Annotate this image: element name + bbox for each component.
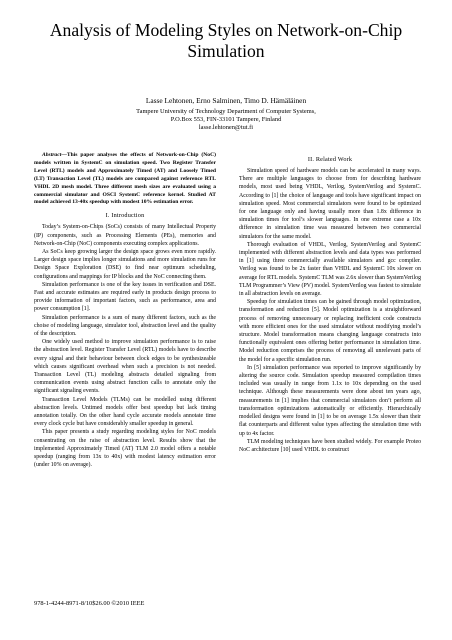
- left-column: [34, 152, 216, 469]
- title-line-2: Simulation: [187, 41, 265, 61]
- paragraph: Thorough evaluation of VHDL, Verilog, SystemVerilog and SystemC implemented with different abstraction levels and data types was performed in [1] using three commercially available simulators and gcc compiler. Verilog was found to be 2x faster than VHDL and SystemC 10x slower on average for RTL models. SystemC TLM was 2.6x slower than SystemVerilog TLM Programmer’s View (PV) model. SystemVerilog was fastest to simulate in all abstraction levels on average.: [239, 241, 421, 298]
- abstract: [34, 152, 216, 207]
- paragraph: Simulation speed of hardware models can be accelerated in many ways. There are multiple languages to choose from for describing hardware models, most used being VHDL, Verilog, SystemVerilog and SystemC. According to [1] the choice of language and tools have significant impact on simulation speed. Most commercial simulators were found to be optimized for one language only and having usually more than 1.8x difference in simulation times for tool’s slower languages. In one extreme case a 10x difference in simulation time was measured between two commercial simulators for the same model.: [239, 168, 421, 240]
- author-email: lasse.lehtonen@tut.fi: [198, 124, 254, 132]
- paragraph: Simulation performance is a sum of many different factors, such as the choise of modeling language, simulator tool, abstraction level and the quality of the description.: [34, 314, 216, 337]
- affiliation-line: Tampere University of Technology Department of Computer Systems,: [136, 108, 316, 115]
- abstract-text: —This paper analyses the effects of Network-on-Chip (NoC) models written in SystemC on simulation speed. Two Register Transfer Level (RTL) models and Approximately Timed (AT) and Loosely Timed (LT) Transaction Level (TL) models are compared against reference RTL VHDL 2D mesh model. Three different mesh sizes are evaluated using a commercial simulator and OSCI SystemC reference kernel. Studied AT model achieved 13-40x speedup with modest 10% estimation error.: [34, 152, 216, 206]
- author-list: Lasse Lehtonen, Erno Salminen, Timo D. Hämäläinen: [145, 96, 307, 105]
- title-line-1: Analysis of Modeling Styles on Network-on-Chip: [49, 20, 403, 40]
- right-column: [239, 152, 421, 454]
- paper-title: [30, 20, 422, 62]
- paragraph: As SoCs keep growing larger the design space grows even more rapidly. Larger design space implies longer simulations and more simulation runs for Design Space Exploration (DSE) to find near optimum scheduling, configurations and mappings for IP blocks and the NoC connecting them.: [34, 248, 216, 280]
- paragraph: In [5] simulation performance was reported to improve significantly by altering the source code. Simulation speedup measured compilation times included was usually in range from 1.1x to 10x depending on the used technique. Although these measurements were done about ten years ago, measurements in [1] implies that commercial simulators don’t perform all transformation optimizations automatically or efficiently. Hierarchically modelled designs were found in [1] to be on average 1.5x slower than their flat counterparts and different value types affecting the simulation time with up to 4x factor.: [239, 364, 421, 437]
- paragraph: TLM modeling techniques have been studied widely. For example Proteo NoC architecture [10] used VHDL to construct: [239, 438, 421, 453]
- paragraph: One widely used method to improve simulation performance is to raise the abstraction level. Register Transfer Level (RTL) models have to describe every signal and their behaviour between clock edges to be synthesizeable which causes significant overhead when such a precision is not needed. Transaction Level (TL) modeling abstracts detailed signaling from communication events using abstract function calls to annotate only the significant signaling events.: [34, 339, 216, 395]
- section-heading-introduction: I. Introduction: [105, 212, 145, 220]
- affiliation-block: [30, 108, 422, 133]
- section-heading-related-work: II. Related Work: [307, 156, 353, 163]
- abstract-label: Abstract: [42, 152, 62, 158]
- copyright-footer: 978-1-4244-8971-8/10$26.00 ©2010 IEEE: [34, 600, 145, 607]
- paragraph: This paper presents a study regarding modeling styles for NoC models consentrating on the raise of abstraction level. Results show that the implemented Approximately Timed (AT) TLM 2.0 model offers a notable speedup (ranging from 13x to 40x) with modest latency estimation error (under 10% on average).: [34, 429, 216, 469]
- affiliation-line: P.O.Box 553, FIN-33101 Tampere, Finland: [170, 116, 282, 124]
- paragraph: Transaction Level Models (TLMs) can be modelled using different abstraction levels. Untimed models offer best speedup but lack timing annotation totally. On the other hand cycle accurate models annotate time every clock cycle but have considerably smaller speedup in general.: [34, 396, 216, 428]
- paragraph: Speedup for simulation times can be gained through model optimization, transformation and reduction [5]. Model optimization is a straightforward process of removing unnecessary or replacing inefficient code constructs with more efficient ones for the used simulator without modifying model’s structure. Model transformation means changing language constructs into functionally equivalent ones offering better performance in simulation time. Model reduction comprises the process of removing all unrelevant parts of the model for a specific simulation run.: [239, 299, 421, 363]
- paragraph: Simulation performance is one of the key issues in verification and DSE. Fast and accurate estimates are required early in products design process to provide information of important factors, such as performance, area and power consumption [1].: [34, 281, 216, 313]
- paragraph: Today’s System-on-Chips (SoCs) consists of many Intellectual Property (IP) components, such as Processing Elements (PEs), memories and Network-on-Chip (NoC) components executing complex applications.: [34, 224, 216, 247]
